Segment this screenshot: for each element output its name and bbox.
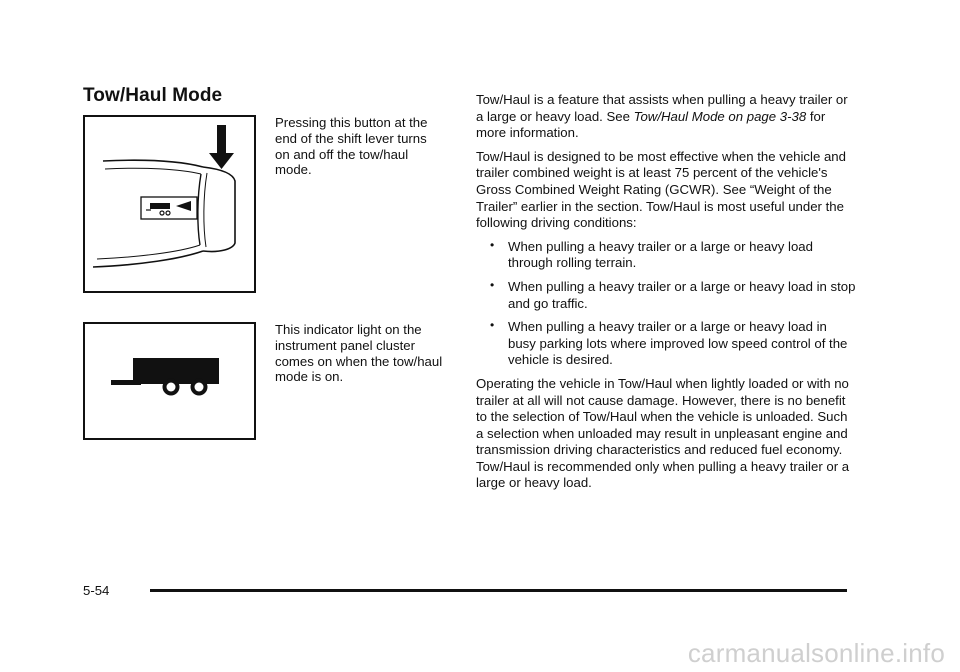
intro-paragraph bbox=[476, 92, 856, 142]
intro-text: Tow/Haul is a feature that assists when pulling a heavy trailer or a large or heavy load. See bbox=[476, 92, 848, 124]
watermark: carmanualsonline.info bbox=[687, 638, 945, 668]
list-item: • When pulling a heavy trailer or a large or heavy load in busy parking lots where improved low speed control of the vehicle is desired. bbox=[490, 318, 848, 368]
figure1-caption: Pressing this button at the end of the shift lever turns on and off the tow/haul mode. bbox=[275, 115, 428, 178]
figure2-caption: This indicator light on the instrument panel cluster comes on when the tow/haul mode is on. bbox=[275, 322, 443, 385]
design-paragraph: Tow/Haul is designed to be most effective when the vehicle and trailer combined weight is at least 75 percent of the vehicle's Gross Combined Weight Rating (GCWR). See “Weight of the Trailer” earlier in the section. Tow/Haul is most useful under the following driving conditions: bbox=[476, 148, 846, 231]
shift-lever-button-icon bbox=[85, 117, 254, 291]
intro-text-end: for more information. bbox=[476, 108, 826, 141]
operation-paragraph: Operating the vehicle in Tow/Haul when lightly loaded or with no trailer at all will not cause damage. However, there is no benefit to the selection of Tow/Haul when the vehicle is unloaded. Such a selection when unloaded may result in unpleasant engine and transmission driving characteristics and reduced fuel economy. Tow/Haul is recommended only when pulling a heavy trailer or a large or heavy load. bbox=[476, 375, 850, 491]
indicator-light-figure bbox=[83, 322, 256, 440]
shift-lever-figure bbox=[83, 115, 256, 293]
list-item-text: When pulling a heavy trailer or a large or heavy load in busy parking lots where improved low speed control of the vehicle is desired. bbox=[508, 319, 848, 368]
section-title: Tow/Haul Mode bbox=[83, 85, 223, 106]
list-item-text: When pulling a heavy trailer or a large or heavy load through rolling terrain. bbox=[508, 238, 813, 271]
list-item: • When pulling a heavy trailer or a large or heavy load in stop and go traffic. bbox=[490, 277, 856, 311]
list-item: • When pulling a heavy trailer or a large or heavy load through rolling terrain. bbox=[490, 237, 813, 271]
trailer-indicator-icon bbox=[85, 324, 254, 438]
page-number: 5-54 bbox=[83, 583, 110, 598]
cross-reference-link[interactable]: Tow/Haul Mode on page 3-38 bbox=[633, 108, 807, 124]
footer-rule bbox=[150, 589, 847, 592]
list-item-text: When pulling a heavy trailer or a large or heavy load in stop and go traffic. bbox=[508, 278, 856, 311]
conditions-list bbox=[476, 239, 856, 369]
body-text bbox=[476, 92, 856, 499]
